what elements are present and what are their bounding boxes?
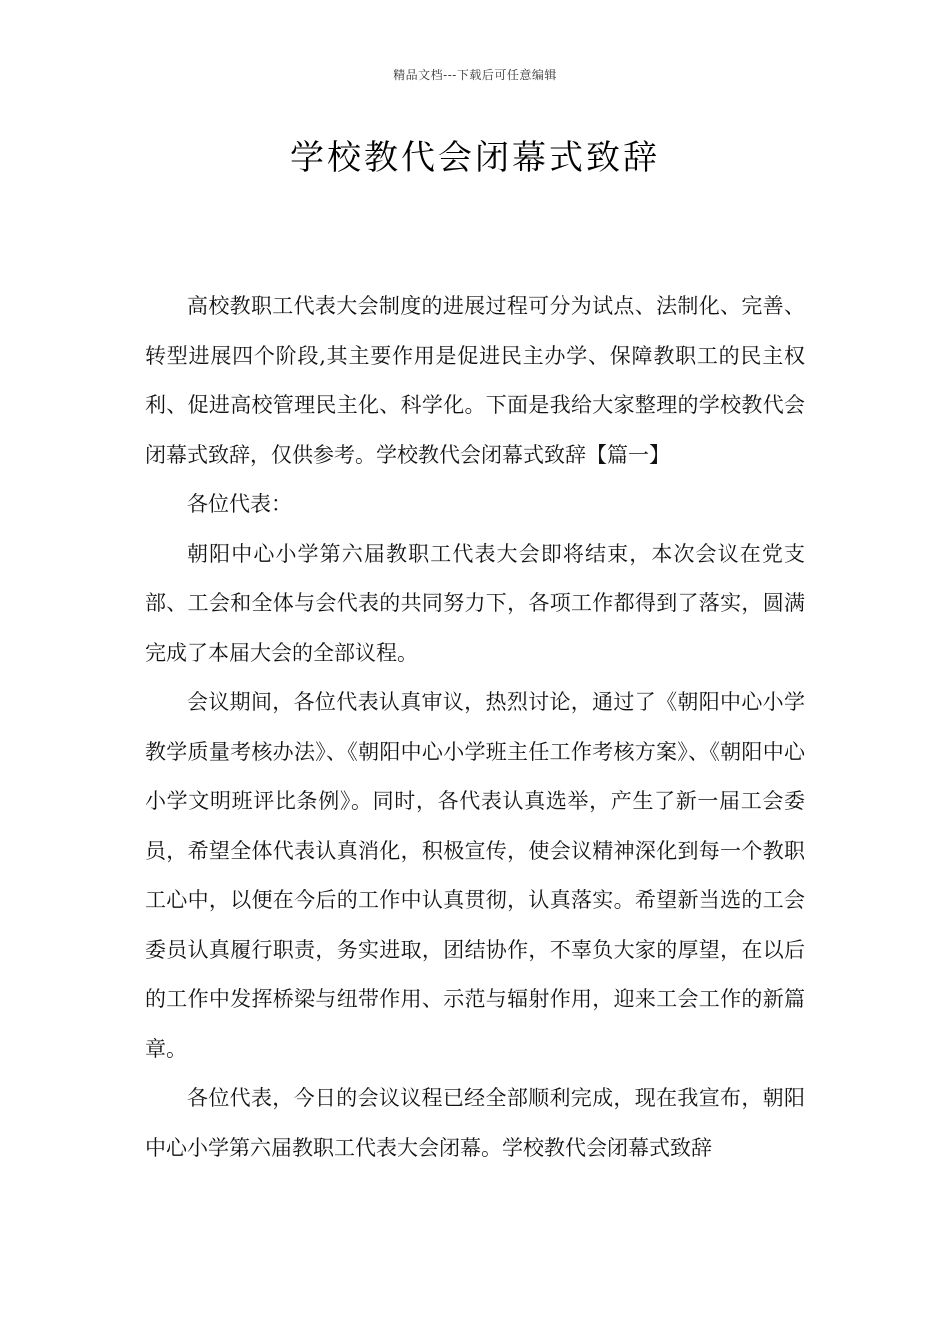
paragraph-meeting-summary: 朝阳中心小学第六届教职工代表大会即将结束，本次会议在党支部、工会和全体与会代表的共同努力下，各项工作都得到了落实，圆满完成了本届大会的全部议程。	[145, 541, 805, 665]
document-body	[145, 282, 805, 1173]
paragraph-intro: 高校教职工代表大会制度的进展过程可分为试点、法制化、完善、转型进展四个阶段,其主要作用是促进民主办学、保障教职工的民主权利、促进高校管理民主化、科学化。下面是我给大家整理的学校教代会闭幕式致辞，仅供参考。学校教代会闭幕式致辞【篇一】	[145, 294, 805, 467]
document-title: 学校教代会闭幕式致辞	[290, 138, 660, 178]
paragraph-meeting-details: 会议期间，各位代表认真审议，热烈讨论，通过了《朝阳中心小学教学质量考核办法》、《朝阳中心小学班主任工作考核方案》、《朝阳中心小学文明班评比条例》。同时，各代表认真选举，产生了新一届工会委员，希望全体代表认真消化，积极宣传，使会议精神深化到每一个教职工心中，以便在今后的工作中认真贯彻，认真落实。希望新当选的工会委员认真履行职责，务实进取，团结协作，不辜负大家的厚望，在以后的工作中发挥桥梁与纽带作用、示范与辐射作用，迎来工会工作的新篇章。	[145, 690, 805, 1061]
paragraph-salutation: 各位代表：	[187, 492, 292, 516]
header-note: 精品文档---下载后可任意编辑	[393, 68, 557, 82]
paragraph-closing: 各位代表，今日的会议议程已经全部顺利完成，现在我宣布，朝阳中心小学第六届教职工代表大会闭幕。学校教代会闭幕式致辞	[145, 1086, 805, 1160]
